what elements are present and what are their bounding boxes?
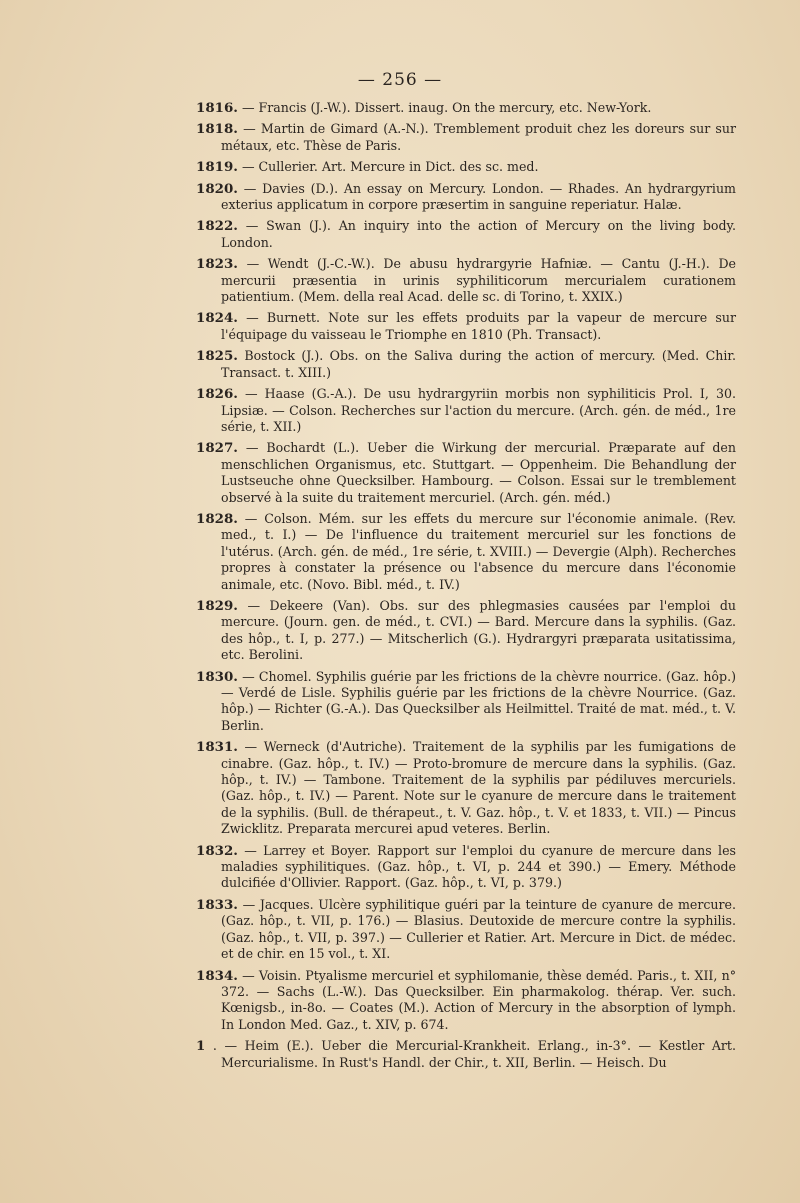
entry-text: — Martin de Gimard (A.-N.). Tremblement produit chez les doreurs sur sur métaux, etc. Thèse de Paris.	[221, 121, 736, 153]
bibliography-list	[196, 100, 736, 1076]
entry-1826	[196, 386, 736, 435]
entry-1823	[196, 256, 736, 305]
entry-year: 1820.	[196, 180, 238, 197]
entry-text: — Burnett. Note sur les effets produits par la vapeur de mercure sur l'équipage du vaisseau le Triomphe en 1810 (Ph. Transact).	[221, 310, 736, 342]
entry-text: — Colson. Mém. sur les effets du mercure sur l'économie animale. (Rev. med., t. I.) — De l'influence du traitement mercuriel sur les fonctions de l'utérus. (Arch. gén. de méd., 1re série, t. XVIII.) — Devergie (Alph). Recherches propres à constater la présence ou l'absence du mercure dans l'économie animale, etc. (Novo. Bibl. méd., t. IV.)	[221, 510, 736, 592]
entry-year: 1	[196, 1038, 206, 1055]
entry-1834	[196, 968, 736, 1034]
entry-1828	[196, 511, 736, 593]
entry-text: — Jacques. Ulcère syphilitique guéri par la teinture de cyanure de mercure. (Gaz. hôp., t. VII, p. 176.) — Blasius. Deutoxide de mercure contre la syphilis. (Gaz. hôp., t. VII, p. 397.) — Cullerier et Ratier. Art. Mercure in Dict. de médec. et de chir. en 15 vol., t. XI.	[221, 896, 736, 962]
entry-year: 1823.	[196, 256, 238, 273]
entry-1831	[196, 739, 736, 837]
entry-text: . — Heim (E.). Ueber die Mercurial-Krankheit. Erlang., in-3°. — Kestler Art. Mercurialisme. In Rust's Handl. der Chir., t. XII, Berlin. — Heisch. Du	[205, 1038, 736, 1070]
entry-year: 1827.	[196, 440, 238, 457]
entry-1832	[196, 843, 736, 892]
entry-text: — Bochardt (L.). Ueber die Wirkung der mercurial. Præparate auf den menschlichen Organismus, etc. Stuttgart. — Oppenheim. Die Behandlung der Lustseuche ohne Quecksilber. Hambourg. — Colson. Essai sur le tremblement observé à la suite du traitement mercuriel. (Arch. gén. méd.)	[221, 440, 736, 505]
entry-1835	[196, 1038, 736, 1071]
page-number: — 256 —	[357, 70, 443, 90]
entry-1830	[196, 669, 736, 735]
entry-year: 1825.	[196, 348, 238, 365]
entry-1827	[196, 440, 736, 506]
entry-year: 1818.	[196, 121, 238, 138]
entry-1824	[196, 310, 736, 343]
entry-text: — Dekeere (Van). Obs. sur des phlegmasies causées par l'emploi du mercure. (Journ. gen. de méd., t. CVI.) — Bard. Mercure dans la syphilis. (Gaz. des hôp., t. I, p. 277.) — Mitscherlich (G.). Hydrargyri præparata usitatissima, etc. Berolini.	[221, 597, 736, 663]
entry-text: — Swan (J.). An inquiry into the action of Mercury on the living body. London.	[221, 218, 736, 250]
entry-1819	[196, 159, 736, 175]
entry-1825	[196, 348, 736, 381]
entry-text: — Francis (J.-W.). Dissert. inaug. On the mercury, etc. New-York.	[237, 100, 652, 115]
entry-text: — Chomel. Syphilis guérie par les frictions de la chèvre nourrice. (Gaz. hôp.) — Verdé de Lisle. Syphilis guérie par les frictions de la chèvre Nourrice. (Gaz. hôp.) — Richter (G.-A.). Das Quecksilber als Heilmittel. Traité de mat. méd., t. V. Berlin.	[221, 668, 736, 733]
entry-text: — Werneck (d'Autriche). Traitement de la syphilis par les fumigations de cinabre. (Gaz. hôp., t. IV.) — Proto-bromure de mercure dans la syphilis. (Gaz. hôp., t. IV.) — Tambone. Traitement de la syphilis par pédiluves mercuriels. (Gaz. hôp., t. IV.) — Parent. Note sur le cyanure de mercure dans le traitement de la syphilis. (Bull. de thérapeut., t. V. Gaz. hôp., t. V. et 1833, t. VII.) — Pincus Zwicklitz. Preparata mercurei apud veteres. Berlin.	[221, 739, 736, 837]
entry-year: 1831.	[196, 739, 238, 756]
entry-year: 1826.	[196, 386, 238, 403]
entry-year: 1832.	[196, 842, 238, 859]
entry-1822	[196, 218, 736, 251]
entry-year: 1822.	[196, 218, 238, 235]
entry-year: 1819.	[196, 159, 238, 176]
entry-1816	[196, 100, 736, 116]
entry-1818	[196, 121, 736, 154]
entry-text: — Davies (D.). An essay on Mercury. London. — Rhades. An hydrargyrium exterius applicatum in corpore præsertim in sanguine reperiatur. Halæ.	[221, 180, 736, 213]
entry-year: 1834.	[196, 967, 238, 984]
entry-1820	[196, 181, 736, 214]
entry-text: — Voisin. Ptyalisme mercuriel et syphilomanie, thèse deméd. Paris., t. XII, n° 372. — Sachs (L.-W.). Das Quecksilber. Ein pharmakolog. thérap. Ver. such. Kœnigsb., in-8o. — Coates (M.). Action of Mercury in the absorption of lymph. In London Med. Gaz., t. XIV, p. 674.	[221, 967, 736, 1032]
entry-year: 1829.	[196, 597, 238, 614]
entry-text: — Cullerier. Art. Mercure in Dict. des sc. med.	[237, 159, 539, 175]
entry-text: — Haase (G.-A.). De usu hydrargyriin morbis non syphiliticis Prol. I, 30. Lipsiæ. — Colson. Recherches sur l'action du mercure. (Arch. gén. de méd., 1re série, t. XII.)	[221, 386, 736, 434]
entry-year: 1824.	[196, 310, 238, 327]
entry-1833	[196, 897, 736, 963]
entry-text: — Larrey et Boyer. Rapport sur l'emploi du cyanure de mercure dans les maladies syphilitiques. (Gaz. hôp., t. VI, p. 244 et 390.) — Emery. Méthode dulcifiée d'Ollivier. Rapport. (Gaz. hôp., t. VI, p. 379.)	[221, 842, 736, 891]
entry-year: 1816.	[196, 100, 238, 116]
entry-year: 1833.	[196, 896, 238, 913]
entry-text: — Wendt (J.-C.-W.). De abusu hydrargyrie Hafniæ. — Cantu (J.-H.). De mercurii præsentia in urinis syphiliticorum mercurialem curationem patientium. (Mem. della real Acad. delle sc. di Torino, t. XXIX.)	[221, 256, 736, 305]
entry-year: 1830.	[196, 668, 238, 685]
entry-text: Bostock (J.). Obs. on the Saliva during the action of mercury. (Med. Chir. Transact. t. XIII.)	[221, 348, 736, 380]
entry-year: 1828.	[196, 510, 238, 527]
entry-1829	[196, 598, 736, 664]
